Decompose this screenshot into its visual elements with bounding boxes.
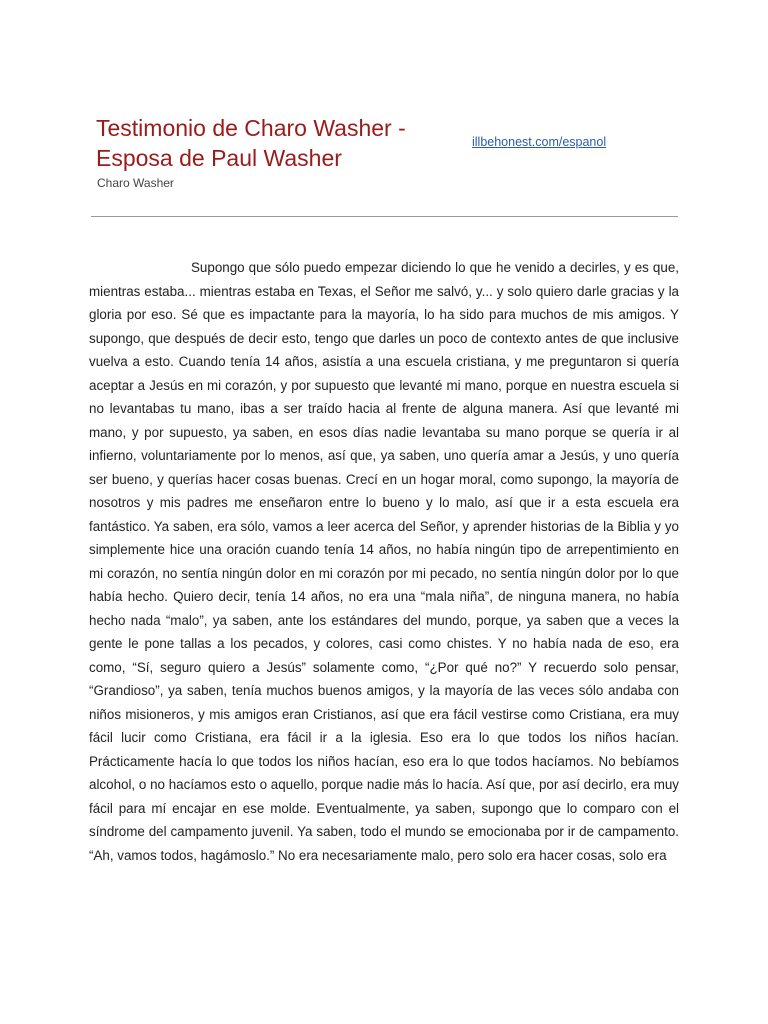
body-paragraph: Supongo que sólo puedo empezar diciendo lo que he venido a decirles, y es que, mientras estaba... mientras estaba en Texas, el Señor me salvó, y... y solo quiero darle gracias y la gloria por eso. Sé que es impactante para la mayoría, lo ha sido para muchos de mis amigos. Y supongo, que después de decir esto, tengo que darles un poco de contexto antes de que inclusive vuelva a esto. Cuando tenía 14 años, asistía a una escuela cristiana, y me preguntaron si quería aceptar a Jesús en mi corazón, y por supuesto que levanté mi mano, porque en nuestra escuela si no levantabas tu mano, ibas a ser traído hacia al frente de alguna manera. Así que levanté mi mano, y por supuesto, ya saben, en esos días nadie levantaba su mano porque se quería ir al infierno, voluntariamente por lo menos, así que, ya saben, uno quería amar a Jesús, y uno quería ser bueno, y querías hacer cosas buenas. Crecí en un hogar moral, como supongo, la mayoría de nosotros y mis padres me enseñaron entre lo bueno y lo malo, así que ir a esta escuela era fantástico. Ya saben, era sólo, vamos a leer acerca del Señor, y aprender historias de la Biblia y yo simplemente hice una oración cuando tenía 14 años, no había ningún tipo de arrepentimiento en mi corazón, no sentía ningún dolor en mi corazón por mi pecado, no sentía ningún dolor por lo que había hecho. Quiero decir, tenía 14 años, no era una “mala niña”, de ninguna manera, no había hecho nada “malo”, ya saben, ante los estándares del mundo, porque, ya saben que a veces la gente le pone tallas a los pecados, y colores, casi como chistes. Y no había nada de eso, era como, “Sí, seguro quiero a Jesús” solamente como, “¿Por qué no?” Y recuerdo solo pensar, “Grandioso”, ya saben, tenía muchos buenos amigos, y la mayoría de las veces sólo andaba con niños misioneros, y mis amigos eran Cristianos, así que era fácil vestirse como Cristiana, era muy fácil lucir como Cristiana, era fácil ir a la iglesia. Eso era lo que todos los niños hacían. Prácticamente hacía lo que todos los niños hacían, eso era lo que todos hacíamos. No bebíamos alcohol, o no hacíamos esto o aquello, porque nadie más lo hacía. Así que, por así decirlo, era muy fácil para mí encajar en ese molde. Eventualmente, ya saben, supongo que lo comparo con el síndrome del campamento juvenil. Ya saben, todo el mundo se emocionaba por ir de campamento. “Ah, vamos todos, hagámoslo.” No era necesariamente malo, pero solo era hacer cosas, solo era [89,260,679,863]
document-header [96,113,686,193]
website-link[interactable]: illbehonest.com/espanol [472,135,607,149]
header-divider [91,216,678,217]
page-title: Testimonio de Charo Washer - Esposa de Paul Washer [96,115,406,171]
author-name: Charo Washer [97,176,174,190]
